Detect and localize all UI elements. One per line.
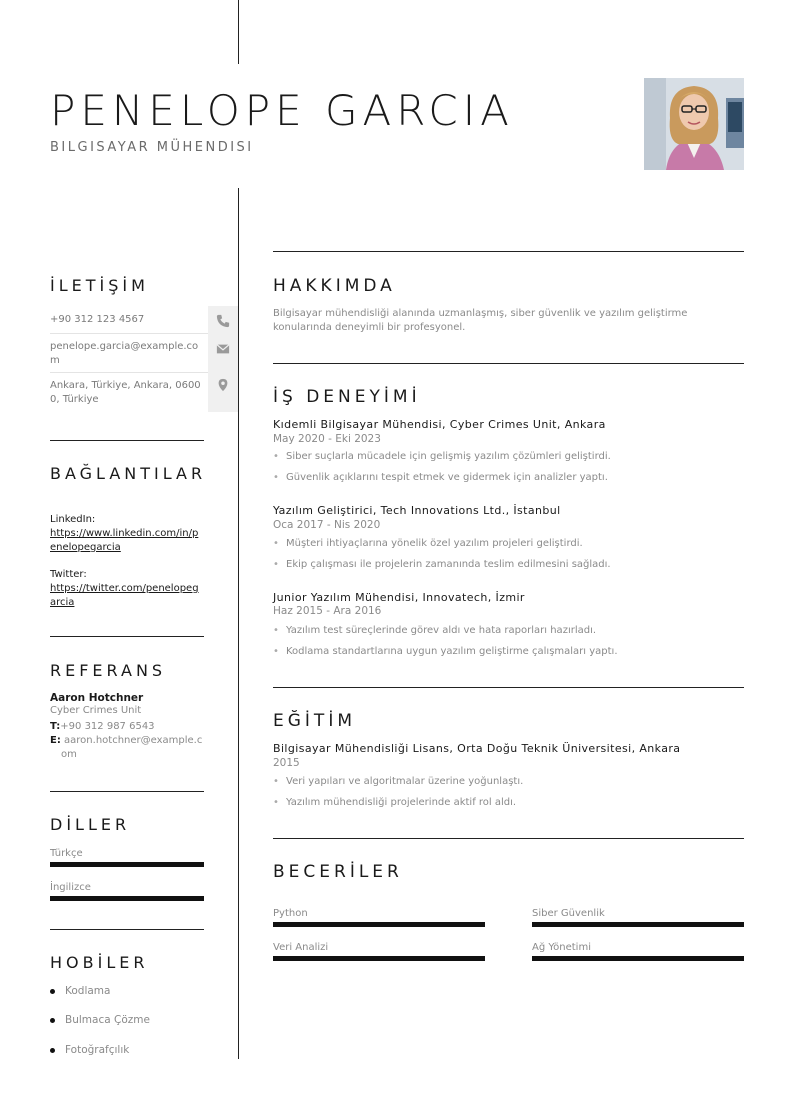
language-level-bar — [50, 896, 204, 901]
hobbies-section-title: HOBİLER — [50, 953, 149, 972]
language-level-bar — [50, 862, 204, 867]
reference-email — [50, 734, 204, 762]
skill-name: Veri Analizi — [273, 942, 329, 953]
linkedin-block — [50, 513, 204, 555]
reference-block — [50, 692, 204, 762]
job-bullet — [273, 451, 611, 462]
bullet-text: Müşteri ihtiyaçlarına yönelik özel yazılım projeleri geliştirdi. — [286, 538, 583, 549]
skill-item — [273, 908, 485, 927]
contact-icon-strip — [208, 306, 238, 412]
job-heading: Junior Yazılım Mühendisi, Innovatech, İzmir — [273, 591, 525, 604]
language-item — [50, 848, 204, 867]
skill-item — [273, 942, 485, 961]
education-bullet — [273, 776, 523, 787]
language-item — [50, 882, 204, 901]
language-name: İngilizce — [50, 882, 91, 893]
hobby-text: Bulmaca Çözme — [65, 1014, 150, 1026]
reference-name: Aaron Hotchner — [50, 692, 144, 704]
twitter-block — [50, 568, 204, 610]
education-section-title: EĞİTİM — [273, 711, 356, 731]
divider — [50, 929, 204, 930]
job-date: Oca 2017 - Nis 2020 — [273, 519, 381, 531]
candidate-name: PENELOPE GARCIA — [50, 86, 514, 135]
experience-section-title: İŞ DENEYİMİ — [273, 387, 421, 407]
job-bullet — [273, 625, 596, 636]
hobby-text: Fotoğrafçılık — [65, 1044, 130, 1056]
twitter-label: Twitter: — [50, 569, 87, 580]
job-date: Haz 2015 - Ara 2016 — [273, 605, 382, 617]
job-bullet — [273, 472, 608, 483]
linkedin-label: LinkedIn: — [50, 514, 96, 525]
links-section-title: BAĞLANTILAR — [50, 464, 207, 483]
skill-name: Ağ Yönetimi — [532, 942, 591, 953]
education-year: 2015 — [273, 757, 300, 769]
education-bullet — [273, 797, 516, 808]
divider — [273, 251, 744, 252]
job-date: May 2020 - Eki 2023 — [273, 433, 381, 445]
phone-text: +90 312 123 4567 — [50, 314, 145, 325]
bullet-text: Siber suçlarla mücadele için gelişmiş yazılım çözümleri geliştirdi. — [286, 451, 611, 462]
skill-level-bar — [273, 922, 485, 927]
divider — [50, 636, 204, 637]
column-divider-line — [238, 188, 239, 1059]
education-degree: Bilgisayar Mühendisliği Lisans, Orta Doğu Teknik Üniversitesi, Ankara — [273, 742, 681, 755]
bullet-text: Kodlama standartlarına uygun yazılım geliştirme çalışmaları yaptı. — [286, 646, 618, 657]
reference-email-value[interactable]: aaron.hotchner@example.com — [61, 735, 203, 760]
divider — [273, 687, 744, 688]
job-title: BILGISAYAR MÜHENDISI — [50, 140, 254, 155]
bullet-dot — [50, 1018, 55, 1023]
bullet-dot — [50, 1048, 55, 1053]
divider — [50, 791, 204, 792]
language-name: Türkçe — [50, 848, 83, 859]
location-pin-icon — [216, 378, 230, 392]
hobby-text: Kodlama — [65, 985, 111, 997]
divider — [273, 838, 744, 839]
about-section-title: HAKKIMDA — [273, 276, 396, 296]
contact-section-title: İLETİŞİM — [50, 276, 149, 295]
profile-photo — [644, 78, 744, 170]
job-bullet — [273, 538, 583, 549]
bullet-text: Güvenlik açıklarını tespit etmek ve gidermek için analizler yaptı. — [286, 472, 608, 483]
top-divider-line — [238, 0, 239, 64]
job-heading: Kıdemli Bilgisayar Mühendisi, Cyber Crimes Unit, Ankara — [273, 418, 606, 431]
job-bullet — [273, 559, 611, 570]
job-heading: Yazılım Geliştirici, Tech Innovations Ltd., İstanbul — [273, 504, 561, 517]
skill-level-bar — [532, 956, 744, 961]
email-prefix: E: — [50, 735, 61, 746]
bullet-text: Ekip çalışması ile projelerin zamanında teslim edilmesini sağladı. — [286, 559, 611, 570]
skill-item — [532, 942, 744, 961]
reference-phone — [50, 720, 204, 734]
reference-company: Cyber Crimes Unit — [50, 705, 142, 716]
about-text: Bilgisayar mühendisliği alanında uzmanlaşmış, siber güvenlik ve yazılım geliştirme konularında deneyimli bir profesyonel. — [273, 308, 688, 333]
phone-prefix: T: — [50, 721, 61, 732]
reference-phone-value: +90 312 987 6543 — [60, 721, 155, 732]
bullet-dot — [50, 989, 55, 994]
phone-icon — [216, 314, 230, 328]
reference-section-title: REFERANS — [50, 661, 167, 680]
languages-section-title: DİLLER — [50, 815, 131, 834]
skill-level-bar — [532, 922, 744, 927]
bullet-text: Veri yapıları ve algoritmalar üzerine yoğunlaştı. — [286, 776, 524, 787]
skill-name: Python — [273, 908, 308, 919]
skill-name: Siber Güvenlik — [532, 908, 605, 919]
bullet-text: Yazılım mühendisliği projelerinde aktif rol aldı. — [286, 797, 517, 808]
linkedin-link[interactable]: https://www.linkedin.com/in/penelopegarcia — [50, 528, 199, 553]
twitter-link[interactable]: https://twitter.com/penelopegarcia — [50, 583, 199, 608]
skills-section-title: BECERİLER — [273, 862, 403, 882]
bullet-text: Yazılım test süreçlerinde görev aldı ve hata raporları hazırladı. — [286, 625, 597, 636]
email-text: penelope.garcia@example.com — [50, 341, 199, 366]
mail-icon — [216, 342, 230, 356]
divider — [273, 363, 744, 364]
address-text: Ankara, Türkiye, Ankara, 06000, Türkiye — [50, 380, 201, 405]
skill-level-bar — [273, 956, 485, 961]
job-bullet — [273, 646, 618, 657]
divider — [50, 440, 204, 441]
skill-item — [532, 908, 744, 927]
